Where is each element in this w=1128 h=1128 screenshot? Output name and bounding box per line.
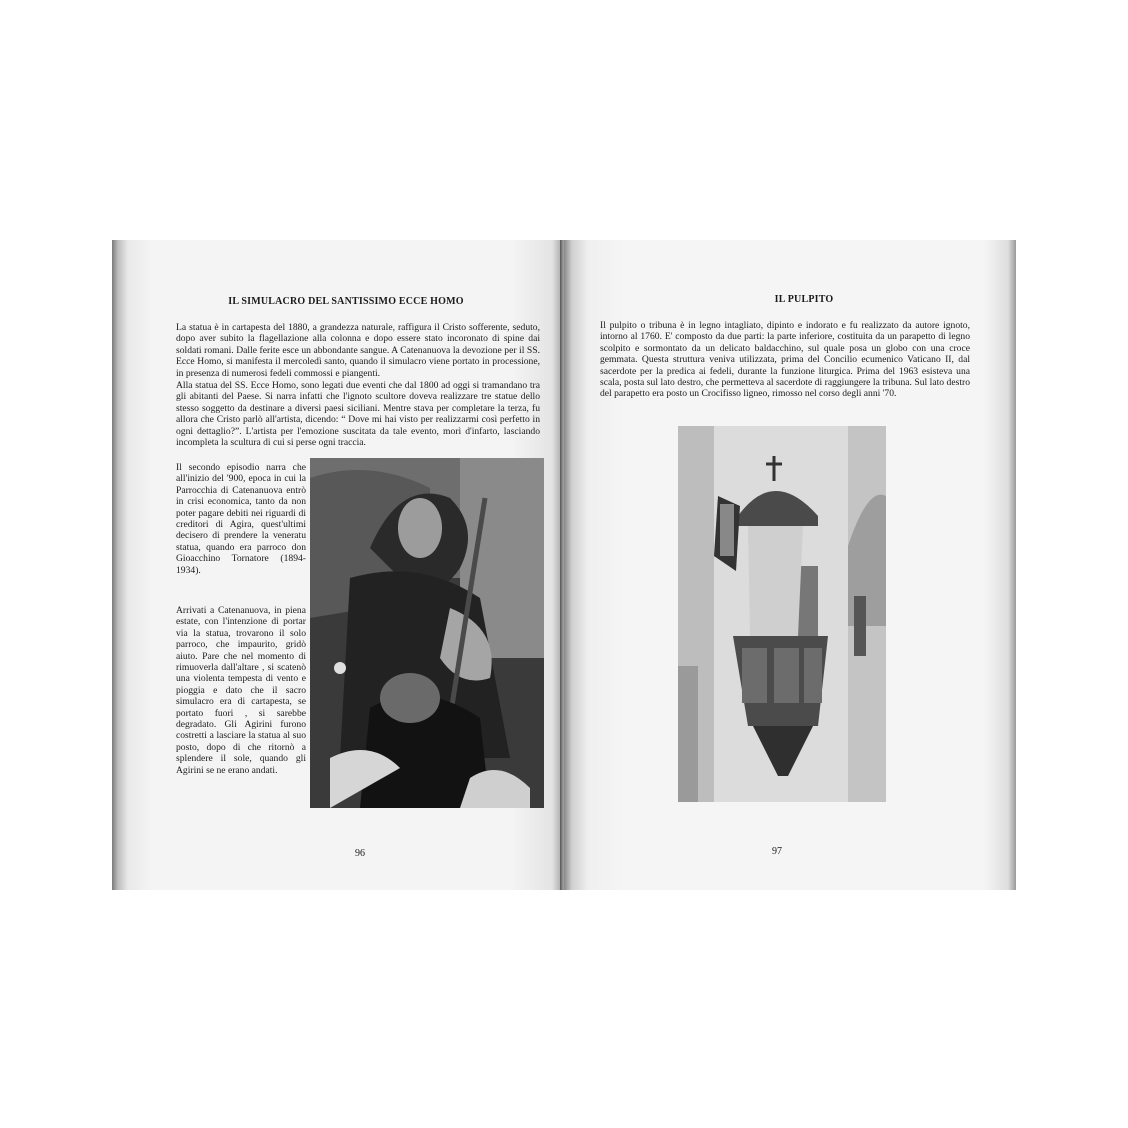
page-number: 96 bbox=[355, 848, 365, 859]
page-title: IL SIMULACRO DEL SANTISSIMO ECCE HOMO bbox=[228, 296, 464, 307]
book-spread bbox=[112, 240, 1016, 890]
right-page bbox=[564, 240, 1016, 890]
events-paragraph: Alla statua del SS. Ecce Homo, sono legati due eventi che dal 1800 ad oggi si tramandano tra gli abitanti del Paese. Si narra infatti che l'ignoto scultore doveva realizzare tre statue dello stesso soggetto da destinare a diversi paesi siciliani. Mentre stava per completare la terza, fu allora che Cristo parlò all'artista, dicendo: “ Dove mi hai visto per realizzarmi così perfetto in ogni dettaglio?”. L'artista per l'emozione suscitata da tale evento, morì d'infarto, lasciando incompleta la scultura di cui si perse ogni traccia. bbox=[176, 380, 540, 449]
second-episode-paragraph: Il secondo episodio narra che all'inizio del '900, epoca in cui la Parrocchia di Catenanuova entrò in crisi economica, tanto da non poter pagare debiti nei riguardi di creditori di Agira, quest'ultimi decisero di prendere la veneratu statua, quando era parroco don Gioacchino Tornatore (1894-1934). bbox=[176, 462, 306, 576]
pulpit-paragraph: Il pulpito o tribuna è in legno intagliato, dipinto e indorato e fu realizzato da autore ignoto, intorno al 1760. E' composto da due parti: la parte inferiore, costituita da un parapetto di legno scolpito e sormontato da un delicato baldacchino, sul quale posa un globo con una croce gemmata. Questa struttura veniva utilizzata, prima del Concilio ecumenico Vaticano II, dal sacerdote per la predica ai fedeli, durante la funzione liturgica. Prima del 1963 esisteva una scala, posta sul lato destro, che permetteva al sacerdote di raggiungere la tribuna. Sul lato destro del parapetto era posto un Crocifisso ligneo, rimosso nel corso degli anni '70. bbox=[600, 320, 970, 400]
pulpit-image bbox=[678, 426, 886, 802]
ecce-homo-statue-photo bbox=[310, 458, 544, 808]
statue-image bbox=[310, 458, 544, 808]
left-page bbox=[112, 240, 564, 890]
page-title: IL PULPITO bbox=[774, 294, 834, 305]
intro-paragraph: La statua è in cartapesta del 1880, a grandezza naturale, raffigura il Cristo sofferente, seduto, dopo aver subito la flagellazione alla colonna e dopo essere stato incoronato di spine dai soldati romani. Dalle ferite esce un abbondante sangue. A Catenanuova la devozione per il SS. Ecce Homo, si manifesta il mercoledì santo, quando il simulacro viene portato in processione, in presenza di numerosi fedeli commossi e piangenti. bbox=[176, 322, 540, 379]
pulpit-photo bbox=[678, 426, 886, 802]
page-number: 97 bbox=[772, 846, 782, 857]
arrival-paragraph: Arrivati a Catenanuova, in piena estate, con l'intenzione di portar via la statua, trovarono il solo parroco, che impaurito, gridò aiuto. Pare che nel momento di rimuoverla dall'altare , si scatenò una violenta tempesta di vento e pioggia e dato che il sacro simulacro era di cartapesta, se portato fuori , si sarebbe degradato. Gli Agirini furono costretti a lasciare la statua al suo posto, dopo di che ritornò a splendere il sole, quando gli Agirini se ne erano andati. bbox=[176, 605, 306, 776]
